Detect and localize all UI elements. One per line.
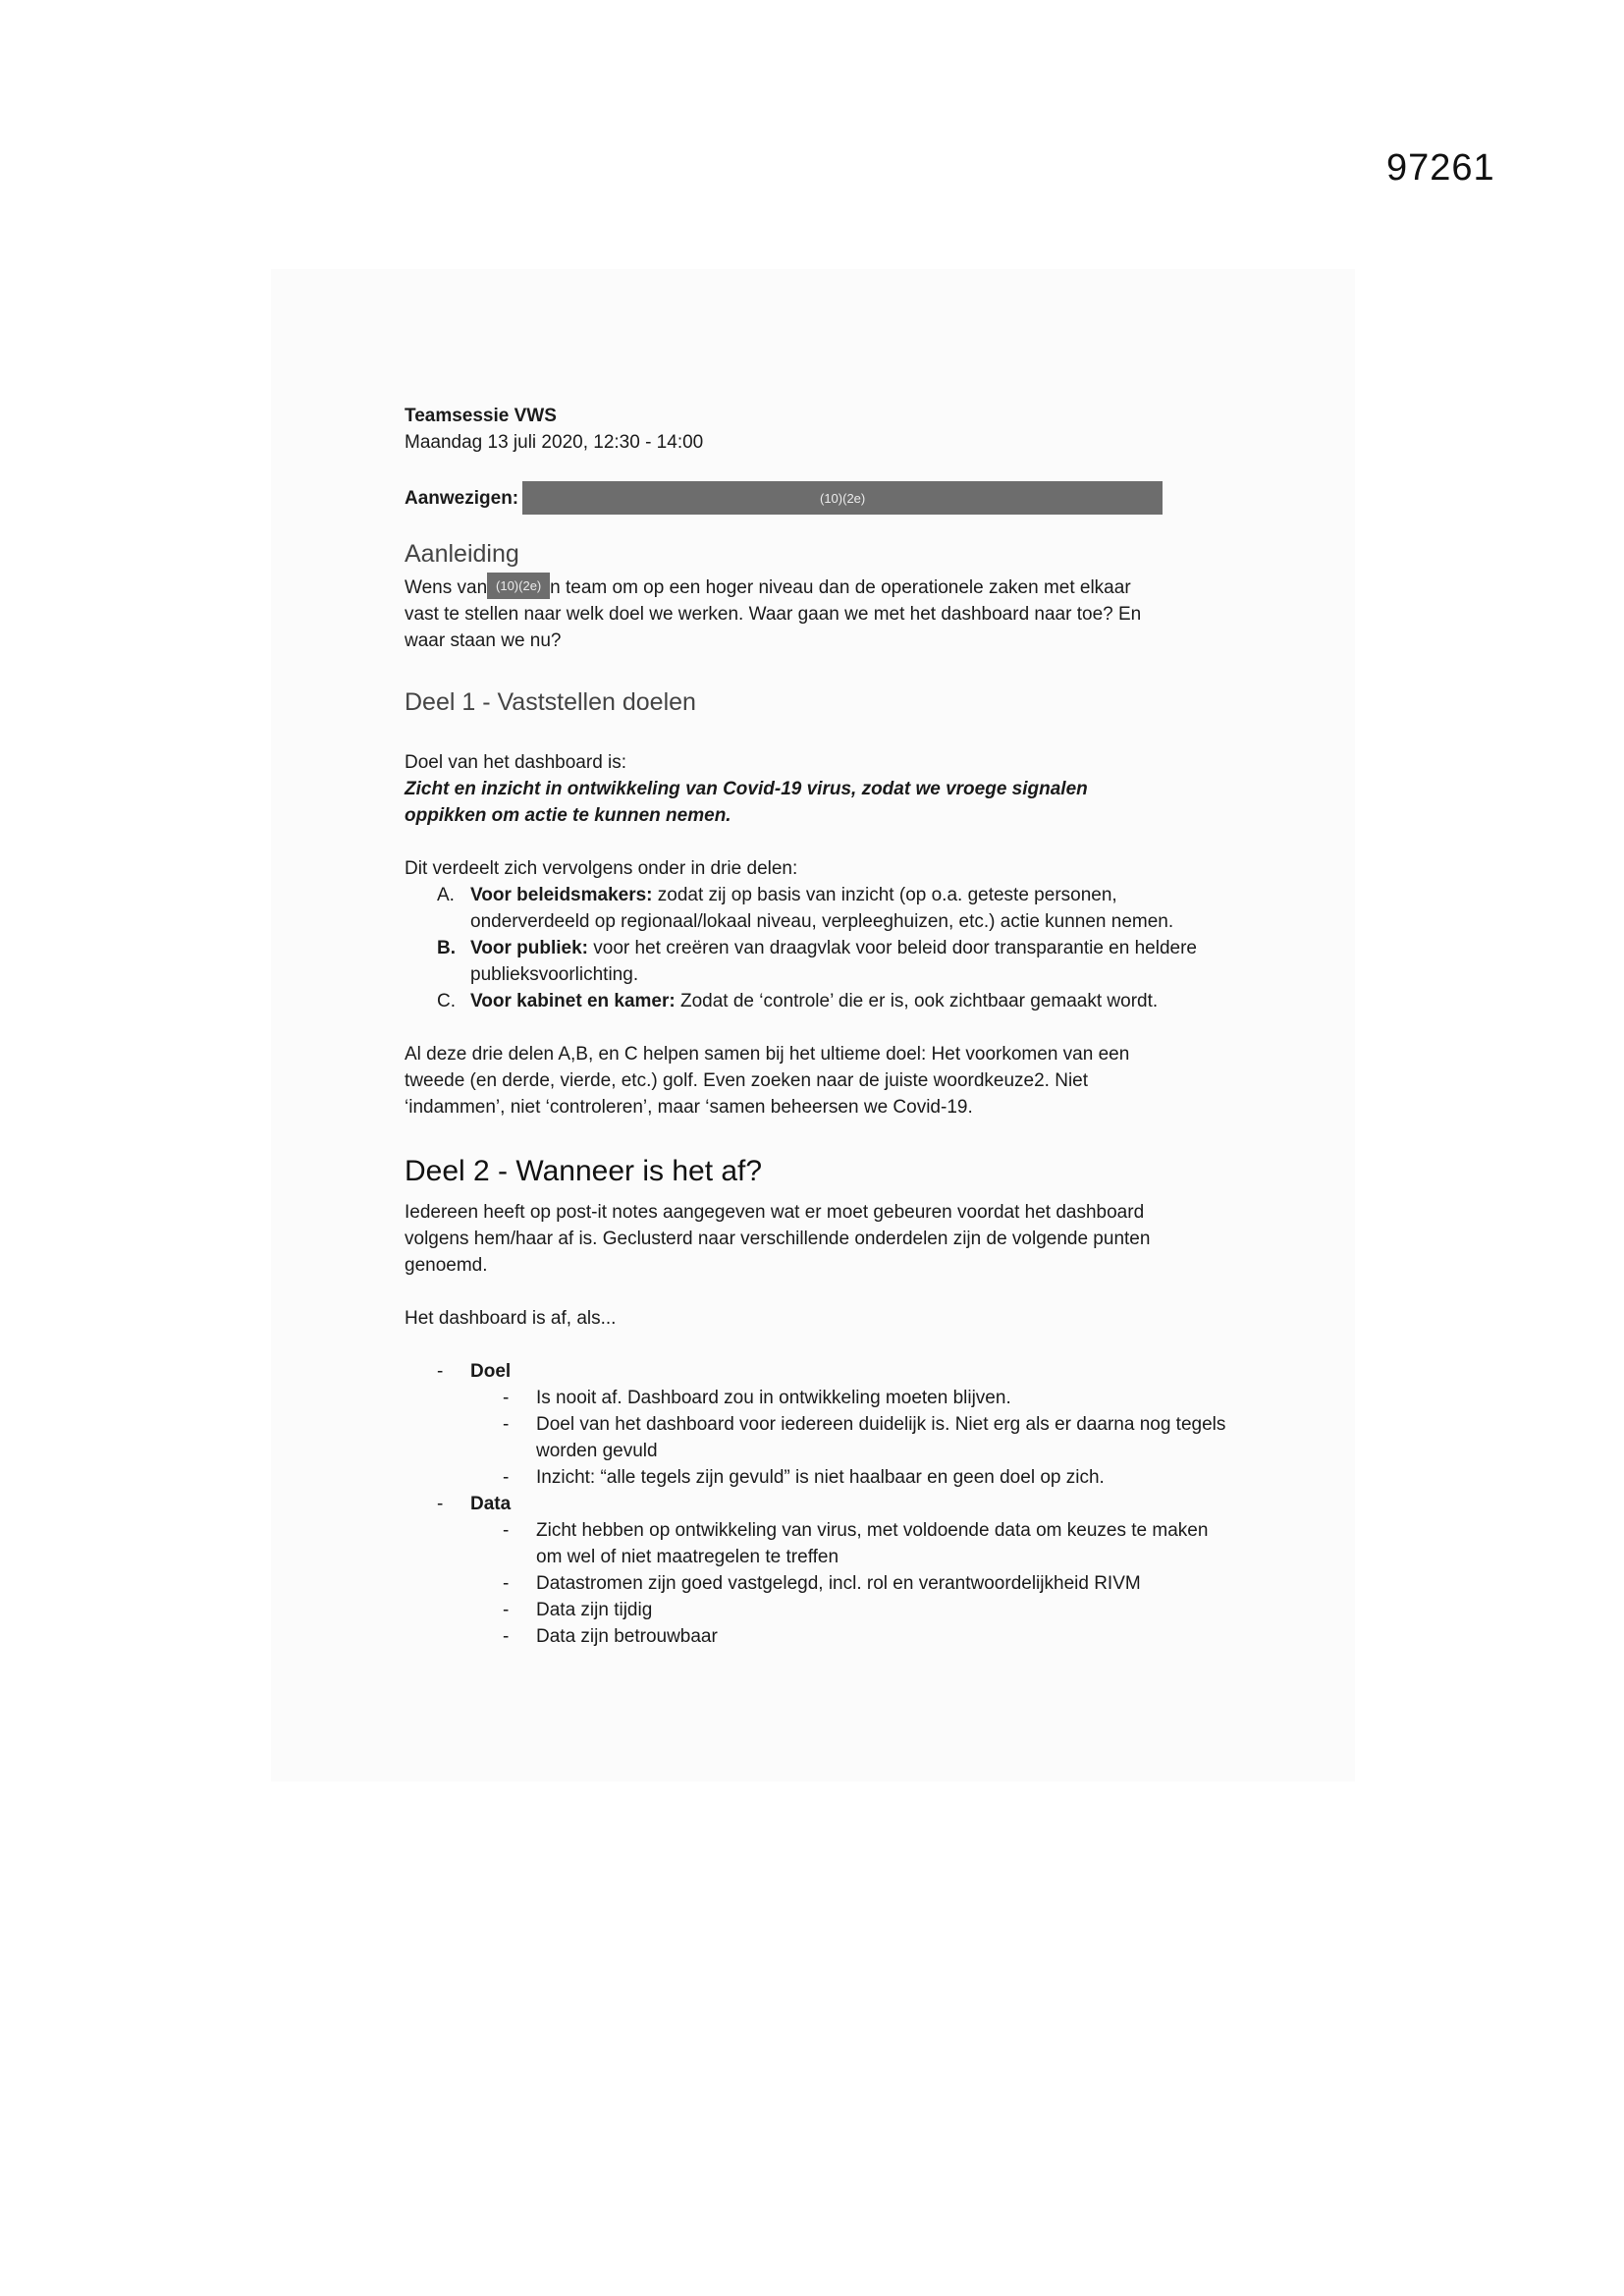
meeting-datetime: Maandag 13 juli 2020, 12:30 - 14:00: [405, 432, 704, 453]
criteria-group-label: Doel: [470, 1361, 512, 1383]
part2-intro-line-2: volgens hem/haar af is. Geclusterd naar verschillende onderdelen zijn de volgende punten: [405, 1229, 1151, 1250]
list-item-text: Inzicht: “alle tegels zijn gevuld” is niet haalbaar en geen doel op zich.: [536, 1467, 1105, 1489]
list-item: [437, 988, 1239, 1014]
list-item: [437, 882, 1239, 935]
list-item: [503, 1623, 1239, 1650]
attendees-label: Aanwezigen:: [405, 487, 519, 509]
list-dash: -: [503, 1388, 510, 1409]
list-item-text: voor het creëren van draagvlak voor beleid door transparantie en heldere publieksvoorlichting.: [470, 938, 1197, 986]
list-item: [503, 1597, 1239, 1623]
list-item: [503, 1517, 1239, 1570]
list-item-label: Voor beleidsmakers:: [470, 885, 653, 906]
goal-statement-line-2: oppikken om actie te kunnen nemen.: [405, 805, 731, 827]
list-dash: -: [503, 1520, 510, 1542]
list-dash: -: [503, 1626, 510, 1648]
document-number: 97261: [1386, 147, 1495, 189]
redaction-block: (10)(2e): [522, 481, 1163, 515]
intro-line-3: waar staan we nu?: [405, 630, 562, 652]
list-item: [503, 1385, 1239, 1411]
meeting-title: Teamsessie VWS: [405, 406, 557, 426]
intro-text-start: Wens van: [405, 577, 488, 598]
list-marker: B.: [437, 938, 456, 959]
criteria-group: [437, 1491, 1239, 1650]
list-item-text: zodat zij op basis van inzicht (op o.a. geteste personen, onderverdeeld op regionaal/lokaal niveau, verpleeghuizen, etc.) actie kunnen nemen.: [470, 885, 1174, 933]
list-dash: -: [503, 1573, 510, 1595]
list-item: [437, 935, 1239, 988]
list-item-label: Voor kabinet en kamer:: [470, 991, 676, 1012]
list-dash: -: [503, 1600, 510, 1621]
section-heading-deel-2: Deel 2 - Wanneer is het af?: [405, 1155, 763, 1188]
criteria-group: [437, 1358, 1239, 1491]
intro-paragraph: [405, 574, 1239, 654]
attendees-row: [405, 481, 1239, 515]
list-item: [503, 1570, 1239, 1597]
list-dash: -: [503, 1467, 510, 1489]
split-intro: Dit verdeelt zich vervolgens onder in drie delen:: [405, 858, 798, 880]
list-dash: -: [503, 1414, 510, 1436]
audience-list: [405, 882, 1239, 1014]
section-heading-aanleiding: Aanleiding: [405, 540, 519, 568]
part2-lead: Het dashboard is af, als...: [405, 1308, 617, 1330]
criteria-list: [405, 1358, 1239, 1650]
part2-intro-line-3: genoemd.: [405, 1255, 488, 1277]
part2-intro: [405, 1199, 1239, 1279]
list-item-text: Zicht hebben op ontwikkeling van virus, met voldoende data om keuzes te maken om wel of niet maatregelen te treffen: [536, 1520, 1209, 1568]
list-marker: A.: [437, 885, 455, 906]
closing-line-2: tweede (en derde, vierde, etc.) golf. Even zoeken naar de juiste woordkeuze2. Niet: [405, 1070, 1089, 1092]
list-item-text: Datastromen zijn goed vastgelegd, incl. rol en verantwoordelijkheid RIVM: [536, 1573, 1141, 1595]
list-dash: -: [437, 1361, 444, 1383]
list-item-text: Is nooit af. Dashboard zou in ontwikkeling moeten blijven.: [536, 1388, 1011, 1409]
intro-line-2: vast te stellen naar welk doel we werken. Waar gaan we met het dashboard naar toe? En: [405, 604, 1142, 626]
list-item-text: Data zijn tijdig: [536, 1600, 653, 1621]
goal-intro: Doel van het dashboard is:: [405, 752, 627, 774]
list-item: [503, 1411, 1239, 1464]
closing-paragraph: [405, 1041, 1239, 1121]
list-item-label: Voor publiek:: [470, 938, 588, 959]
section-heading-deel-1: Deel 1 - Vaststellen doelen: [405, 688, 696, 717]
document-body: [405, 403, 1239, 1650]
list-item-text: Zodat de ‘controle’ die er is, ook zichtbaar gemaakt wordt.: [675, 991, 1159, 1012]
part2-intro-line-1: Iedereen heeft op post-it notes aangegeven wat er moet gebeuren voordat het dashboard: [405, 1202, 1145, 1224]
inline-redaction-block: (10)(2e): [487, 573, 550, 599]
list-item: [503, 1464, 1239, 1491]
closing-line-1: Al deze drie delen A,B, en C helpen samen bij het ultieme doel: Het voorkomen van een: [405, 1044, 1130, 1066]
criteria-sublist: [437, 1385, 1239, 1491]
intro-text-end: n team om op een hoger niveau dan de operationele zaken met elkaar: [550, 577, 1131, 598]
criteria-sublist: [437, 1517, 1239, 1650]
list-item-text: Doel van het dashboard voor iedereen duidelijk is. Niet erg als er daarna nog tegels worden gevuld: [536, 1414, 1226, 1462]
list-item-text: Data zijn betrouwbaar: [536, 1626, 718, 1648]
list-marker: C.: [437, 991, 456, 1012]
criteria-group-label: Data: [470, 1494, 512, 1515]
goal-statement: [405, 776, 1239, 829]
list-dash: -: [437, 1494, 444, 1515]
closing-line-3: ‘indammen’, niet ‘controleren’, maar ‘samen beheersen we Covid-19.: [405, 1097, 973, 1119]
goal-statement-line-1: Zicht en inzicht in ontwikkeling van Covid-19 virus, zodat we vroege signalen: [405, 779, 1088, 800]
